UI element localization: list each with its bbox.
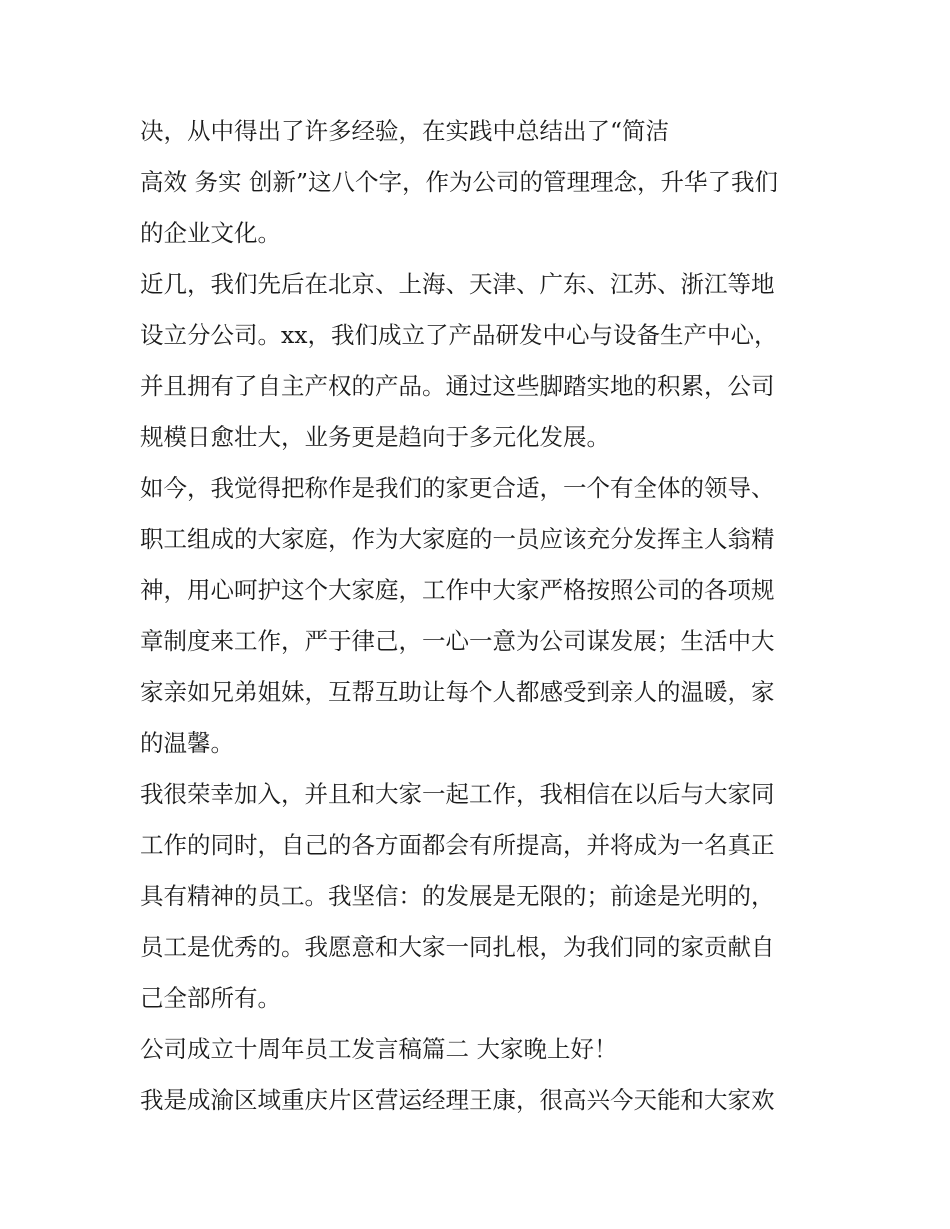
text-line: 我是成渝区域重庆片区营运经理王康，很高兴今天能和大家欢 [140,1086,775,1114]
text-line: 员工是优秀的。我愿意和大家一同扎根，为我们同的家贡献自 [140,933,775,961]
text-line: 设立分公司。xx，我们成立了产品研发中心与设备生产中心， [140,321,778,349]
text-line: 并且拥有了自主产权的产品。通过这些脚踏实地的积累，公司 [140,372,775,400]
text-line: 决，从中得出了许多经验，在实践中总结出了“简洁 [140,117,670,145]
text-line: 如今，我觉得把称作是我们的家更合适，一个有全体的领导、 [140,474,775,502]
text-line: 我很荣幸加入，并且和大家一起工作，我相信在以后与大家同 [140,780,775,808]
text-line: 具有精神的员工。我坚信：的发展是无限的；前途是光明的， [140,882,775,910]
text-line: 高效 务实 创新”这八个字，作为公司的管理理念，升华了我们 [140,168,778,196]
text-line: 工作的同时，自己的各方面都会有所提高，并将成为一名真正 [140,831,775,859]
text-line: 近几，我们先后在北京、上海、天津、广东、江苏、浙江等地 [140,270,775,298]
text-line: 职工组成的大家庭，作为大家庭的一员应该充分发挥主人翁精 [140,525,775,553]
text-line: 的企业文化。 [140,219,281,247]
section-heading-line: 公司成立十周年员工发言稿篇二 大家晚上好！ [140,1035,618,1063]
text-line: 章制度来工作，严于律己，一心一意为公司谋发展；生活中大 [140,627,775,655]
document-body [140,106,820,1126]
text-line: 家亲如兄弟姐妹，互帮互助让每个人都感受到亲人的温暖，家 [140,678,775,706]
text-line: 己全部所有。 [140,984,281,1012]
text-line: 神，用心呵护这个大家庭，工作中大家严格按照公司的各项规 [140,576,775,604]
text-line: 的温馨。 [140,729,234,757]
text-line: 规模日愈壮大，业务更是趋向于多元化发展。 [140,423,610,451]
